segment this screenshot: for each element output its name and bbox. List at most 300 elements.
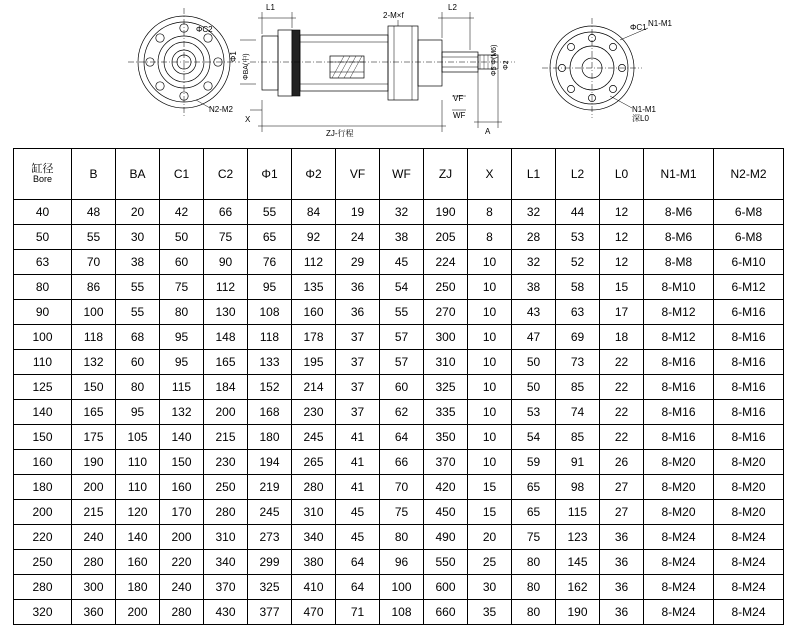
table-cell: 28: [512, 224, 556, 249]
table-cell: 220: [160, 549, 204, 574]
col-header-c1: C1: [160, 149, 204, 200]
table-cell: 370: [424, 449, 468, 474]
table-cell: 10: [468, 324, 512, 349]
table-cell: 37: [336, 349, 380, 374]
table-cell: 32: [512, 249, 556, 274]
table-cell: 35: [468, 599, 512, 624]
table-cell: 41: [336, 449, 380, 474]
table-cell: 10: [468, 449, 512, 474]
label-zj: ZJ-行程: [326, 129, 354, 138]
table-cell: 22: [600, 399, 644, 424]
table-cell: 178: [292, 324, 336, 349]
label-phi-c1: ΦC1: [630, 23, 647, 32]
table-cell: 410: [292, 574, 336, 599]
table-cell: 6-M10: [714, 249, 784, 274]
table-cell: 37: [336, 399, 380, 424]
col-header-ba: BA: [116, 149, 160, 200]
table-cell: 110: [14, 349, 72, 374]
table-cell: 26: [600, 449, 644, 474]
table-cell: 6-M16: [714, 299, 784, 324]
table-cell: 100: [14, 324, 72, 349]
col-header-l1: L1: [512, 149, 556, 200]
table-cell: 280: [292, 474, 336, 499]
table-cell: 8-M20: [714, 499, 784, 524]
table-cell: 340: [204, 549, 248, 574]
table-cell: 71: [336, 599, 380, 624]
table-cell: 90: [204, 249, 248, 274]
table-row: [14, 349, 784, 374]
table-cell: 168: [248, 399, 292, 424]
table-cell: 55: [248, 199, 292, 224]
table-cell: 420: [424, 474, 468, 499]
table-cell: 27: [600, 474, 644, 499]
table-row: [14, 524, 784, 549]
table-cell: 200: [116, 599, 160, 624]
right-end-view: [542, 18, 648, 118]
table-cell: 45: [380, 249, 424, 274]
table-cell: 10: [468, 249, 512, 274]
table-cell: 250: [204, 474, 248, 499]
table-cell: 130: [204, 299, 248, 324]
table-cell: 50: [512, 349, 556, 374]
table-cell: 22: [600, 349, 644, 374]
table-cell: 74: [556, 399, 600, 424]
table-cell: 110: [116, 449, 160, 474]
table-cell: 180: [248, 424, 292, 449]
table-cell: 165: [204, 349, 248, 374]
table-cell: 50: [512, 374, 556, 399]
table-cell: 335: [424, 399, 468, 424]
table-cell: 245: [248, 499, 292, 524]
table-cell: 110: [116, 474, 160, 499]
table-cell: 43: [512, 299, 556, 324]
table-cell: 12: [600, 249, 644, 274]
table-cell: 55: [116, 274, 160, 299]
table-cell: 273: [248, 524, 292, 549]
table-cell: 162: [556, 574, 600, 599]
table-cell: 86: [72, 274, 116, 299]
table-cell: 190: [72, 449, 116, 474]
table-row: [14, 249, 784, 274]
table-cell: 8-M24: [714, 524, 784, 549]
table-cell: 170: [160, 499, 204, 524]
table-cell: 24: [336, 224, 380, 249]
table-cell: 325: [424, 374, 468, 399]
table-cell: 95: [160, 324, 204, 349]
table-cell: 280: [72, 549, 116, 574]
table-cell: 600: [424, 574, 468, 599]
col-header-bore-en: Bore: [32, 174, 52, 185]
table-cell: 160: [160, 474, 204, 499]
table-cell: 175: [72, 424, 116, 449]
table-cell: 98: [556, 474, 600, 499]
table-cell: 10: [468, 374, 512, 399]
table-row: [14, 399, 784, 424]
table-row: [14, 499, 784, 524]
table-cell: 360: [72, 599, 116, 624]
table-cell: 48: [72, 199, 116, 224]
table-cell: 190: [424, 199, 468, 224]
table-cell: 54: [380, 274, 424, 299]
table-row: [14, 574, 784, 599]
table-cell: 15: [468, 499, 512, 524]
col-header-vf: VF: [336, 149, 380, 200]
label-2-mxf: 2-M×f: [383, 11, 404, 20]
table-cell: 22: [600, 424, 644, 449]
table-cell: 8-M24: [644, 599, 714, 624]
table-cell: 8-M16: [644, 349, 714, 374]
table-cell: 340: [292, 524, 336, 549]
table-cell: 64: [336, 549, 380, 574]
table-cell: 140: [14, 399, 72, 424]
table-cell: 115: [556, 499, 600, 524]
label-phi-1: Φ1: [229, 51, 238, 62]
table-cell: 12: [600, 224, 644, 249]
table-cell: 10: [468, 424, 512, 449]
table-cell: 8-M20: [644, 449, 714, 474]
table-cell: 660: [424, 599, 468, 624]
table-cell: 132: [160, 399, 204, 424]
table-cell: 108: [248, 299, 292, 324]
table-cell: 190: [556, 599, 600, 624]
table-row: [14, 324, 784, 349]
table-cell: 194: [248, 449, 292, 474]
table-cell: 112: [204, 274, 248, 299]
table-cell: 58: [556, 274, 600, 299]
table-cell: 195: [292, 349, 336, 374]
table-cell: 18: [600, 324, 644, 349]
table-cell: 41: [336, 474, 380, 499]
table-cell: 220: [14, 524, 72, 549]
table-row: [14, 449, 784, 474]
table-cell: 38: [512, 274, 556, 299]
table-cell: 8-M24: [644, 574, 714, 599]
table-cell: 120: [116, 499, 160, 524]
table-cell: 75: [204, 224, 248, 249]
label-phi-c2: ΦC2: [196, 25, 213, 34]
table-cell: 10: [468, 274, 512, 299]
table-cell: 36: [600, 599, 644, 624]
table-row: [14, 199, 784, 224]
table-cell: 550: [424, 549, 468, 574]
table-header-row: [14, 149, 784, 200]
table-cell: 32: [512, 199, 556, 224]
table-cell: 53: [512, 399, 556, 424]
table-cell: 70: [72, 249, 116, 274]
table-cell: 92: [292, 224, 336, 249]
table-cell: 50: [14, 224, 72, 249]
table-cell: 19: [336, 199, 380, 224]
table-cell: 80: [14, 274, 72, 299]
table-cell: 80: [512, 549, 556, 574]
table-cell: 84: [292, 199, 336, 224]
table-cell: 240: [160, 574, 204, 599]
table-cell: 8-M16: [714, 349, 784, 374]
table-cell: 470: [292, 599, 336, 624]
table-cell: 60: [380, 374, 424, 399]
table-cell: 22: [600, 374, 644, 399]
table-cell: 8-M16: [714, 324, 784, 349]
table-cell: 112: [292, 249, 336, 274]
table-cell: 133: [248, 349, 292, 374]
table-cell: 108: [380, 599, 424, 624]
table-cell: 8-M10: [644, 274, 714, 299]
table-cell: 280: [14, 574, 72, 599]
table-cell: 8-M6: [644, 199, 714, 224]
table-cell: 310: [292, 499, 336, 524]
table-cell: 140: [116, 524, 160, 549]
table-cell: 8-M24: [644, 524, 714, 549]
table-cell: 75: [160, 274, 204, 299]
table-cell: 490: [424, 524, 468, 549]
table-cell: 38: [116, 249, 160, 274]
col-header-wf: WF: [380, 149, 424, 200]
table-cell: 57: [380, 324, 424, 349]
table-cell: 150: [14, 424, 72, 449]
label-n2-m2-left: N2-M2: [209, 105, 234, 114]
table-cell: 65: [512, 499, 556, 524]
table-cell: 8-M16: [714, 399, 784, 424]
table-cell: 118: [72, 324, 116, 349]
table-cell: 80: [160, 299, 204, 324]
table-cell: 40: [14, 199, 72, 224]
table-cell: 8-M24: [644, 549, 714, 574]
table-row: [14, 374, 784, 399]
table-cell: 32: [380, 199, 424, 224]
table-cell: 205: [424, 224, 468, 249]
table-cell: 230: [292, 399, 336, 424]
table-cell: 66: [380, 449, 424, 474]
table-cell: 325: [248, 574, 292, 599]
table-cell: 350: [424, 424, 468, 449]
table-cell: 36: [600, 524, 644, 549]
table-row: [14, 599, 784, 624]
table-cell: 37: [336, 324, 380, 349]
table-cell: 160: [116, 549, 160, 574]
table-cell: 45: [336, 524, 380, 549]
table-cell: 8-M12: [644, 324, 714, 349]
table-cell: 299: [248, 549, 292, 574]
table-cell: 75: [380, 499, 424, 524]
main-section-view: [250, 26, 515, 100]
table-cell: 66: [204, 199, 248, 224]
label-phi-2: Φ2: [503, 60, 510, 70]
table-cell: 38: [380, 224, 424, 249]
table-cell: 69: [556, 324, 600, 349]
col-header-bore: [14, 149, 72, 200]
table-cell: 8-M20: [644, 499, 714, 524]
label-wf: WF: [453, 111, 466, 120]
table-cell: 75: [512, 524, 556, 549]
table-cell: 215: [72, 499, 116, 524]
table-cell: 45: [336, 499, 380, 524]
col-header-phi2: Φ2: [292, 149, 336, 200]
table-cell: 8-M24: [714, 574, 784, 599]
table-cell: 8-M16: [644, 424, 714, 449]
table-cell: 8-M16: [644, 399, 714, 424]
table-cell: 430: [204, 599, 248, 624]
table-cell: 68: [116, 324, 160, 349]
label-n1-m1-right-top: N1-M1: [648, 19, 673, 28]
table-row: [14, 274, 784, 299]
table-cell: 140: [160, 424, 204, 449]
col-header-bore-cn: 缸径: [31, 162, 54, 175]
table-cell: 215: [204, 424, 248, 449]
table-cell: 200: [204, 399, 248, 424]
table-cell: 245: [292, 424, 336, 449]
table-cell: 63: [556, 299, 600, 324]
table-cell: 320: [14, 599, 72, 624]
col-header-phi1: Φ1: [248, 149, 292, 200]
table-cell: 8: [468, 199, 512, 224]
table-cell: 91: [556, 449, 600, 474]
table-cell: 135: [292, 274, 336, 299]
table-cell: 8-M6: [644, 224, 714, 249]
col-header-l0: L0: [600, 149, 644, 200]
table-cell: 73: [556, 349, 600, 374]
table-row: [14, 299, 784, 324]
table-cell: 57: [380, 349, 424, 374]
table-cell: 6-M12: [714, 274, 784, 299]
table-cell: 230: [204, 449, 248, 474]
table-cell: 50: [160, 224, 204, 249]
table-cell: 36: [600, 574, 644, 599]
table-cell: 12: [600, 199, 644, 224]
table-cell: 55: [380, 299, 424, 324]
table-cell: 59: [512, 449, 556, 474]
table-cell: 29: [336, 249, 380, 274]
table-cell: 55: [116, 299, 160, 324]
table-cell: 184: [204, 374, 248, 399]
table-cell: 70: [380, 474, 424, 499]
table-cell: 224: [424, 249, 468, 274]
table-cell: 90: [14, 299, 72, 324]
label-vf: VF: [453, 94, 464, 103]
table-cell: 76: [248, 249, 292, 274]
table-cell: 165: [72, 399, 116, 424]
table-body: [14, 199, 784, 624]
table-cell: 310: [424, 349, 468, 374]
technical-drawing: [0, 0, 790, 140]
col-header-b: B: [72, 149, 116, 200]
table-cell: 60: [160, 249, 204, 274]
table-cell: 200: [72, 474, 116, 499]
table-cell: 8-M24: [714, 599, 784, 624]
table-cell: 150: [72, 374, 116, 399]
table-cell: 200: [160, 524, 204, 549]
table-cell: 85: [556, 374, 600, 399]
table-cell: 380: [292, 549, 336, 574]
label-l1: L1: [266, 3, 275, 12]
table-cell: 20: [468, 524, 512, 549]
table-cell: 125: [14, 374, 72, 399]
specification-table-wrap: [13, 148, 777, 625]
table-cell: 265: [292, 449, 336, 474]
table-row: [14, 424, 784, 449]
table-cell: 10: [468, 399, 512, 424]
table-header: [14, 149, 784, 200]
table-row: [14, 224, 784, 249]
col-header-x: X: [468, 149, 512, 200]
label-phi-d-m6: Φ5 Φ(M6): [491, 44, 498, 76]
table-cell: 6-M8: [714, 199, 784, 224]
table-cell: 95: [160, 349, 204, 374]
table-cell: 80: [512, 574, 556, 599]
table-cell: 47: [512, 324, 556, 349]
col-header-n2m2: N2-M2: [714, 149, 784, 200]
table-row: [14, 549, 784, 574]
table-cell: 270: [424, 299, 468, 324]
table-cell: 36: [600, 549, 644, 574]
table-cell: 8-M16: [644, 374, 714, 399]
table-cell: 100: [380, 574, 424, 599]
col-header-l2: L2: [556, 149, 600, 200]
table-cell: 80: [380, 524, 424, 549]
table-cell: 310: [204, 524, 248, 549]
table-cell: 160: [292, 299, 336, 324]
table-cell: 25: [468, 549, 512, 574]
table-cell: 95: [248, 274, 292, 299]
table-cell: 8-M20: [714, 474, 784, 499]
table-cell: 8-M20: [644, 474, 714, 499]
table-cell: 150: [160, 449, 204, 474]
table-cell: 123: [556, 524, 600, 549]
table-cell: 64: [336, 574, 380, 599]
table-cell: 200: [14, 499, 72, 524]
table-cell: 250: [14, 549, 72, 574]
table-cell: 145: [556, 549, 600, 574]
table-cell: 115: [160, 374, 204, 399]
table-cell: 160: [14, 449, 72, 474]
table-cell: 60: [116, 349, 160, 374]
table-cell: 132: [72, 349, 116, 374]
table-cell: 63: [14, 249, 72, 274]
label-a: A: [485, 127, 491, 136]
table-cell: 62: [380, 399, 424, 424]
table-cell: 370: [204, 574, 248, 599]
table-cell: 15: [468, 474, 512, 499]
table-cell: 6-M8: [714, 224, 784, 249]
table-cell: 65: [248, 224, 292, 249]
col-header-zj: ZJ: [424, 149, 468, 200]
table-cell: 65: [512, 474, 556, 499]
table-cell: 250: [424, 274, 468, 299]
table-cell: 280: [204, 499, 248, 524]
label-phi-ba: ΦBA(中): [243, 53, 250, 80]
table-cell: 85: [556, 424, 600, 449]
table-cell: 36: [336, 274, 380, 299]
table-cell: 280: [160, 599, 204, 624]
table-cell: 100: [72, 299, 116, 324]
table-cell: 450: [424, 499, 468, 524]
label-l2: L2: [448, 3, 457, 12]
table-cell: 180: [116, 574, 160, 599]
table-cell: 27: [600, 499, 644, 524]
table-cell: 219: [248, 474, 292, 499]
table-cell: 36: [336, 299, 380, 324]
table-cell: 64: [380, 424, 424, 449]
table-cell: 8-M16: [714, 374, 784, 399]
table-cell: 30: [468, 574, 512, 599]
col-header-c2: C2: [204, 149, 248, 200]
table-cell: 300: [424, 324, 468, 349]
table-cell: 300: [72, 574, 116, 599]
table-row: [14, 474, 784, 499]
table-cell: 96: [380, 549, 424, 574]
table-cell: 214: [292, 374, 336, 399]
table-cell: 8-M8: [644, 249, 714, 274]
table-cell: 37: [336, 374, 380, 399]
